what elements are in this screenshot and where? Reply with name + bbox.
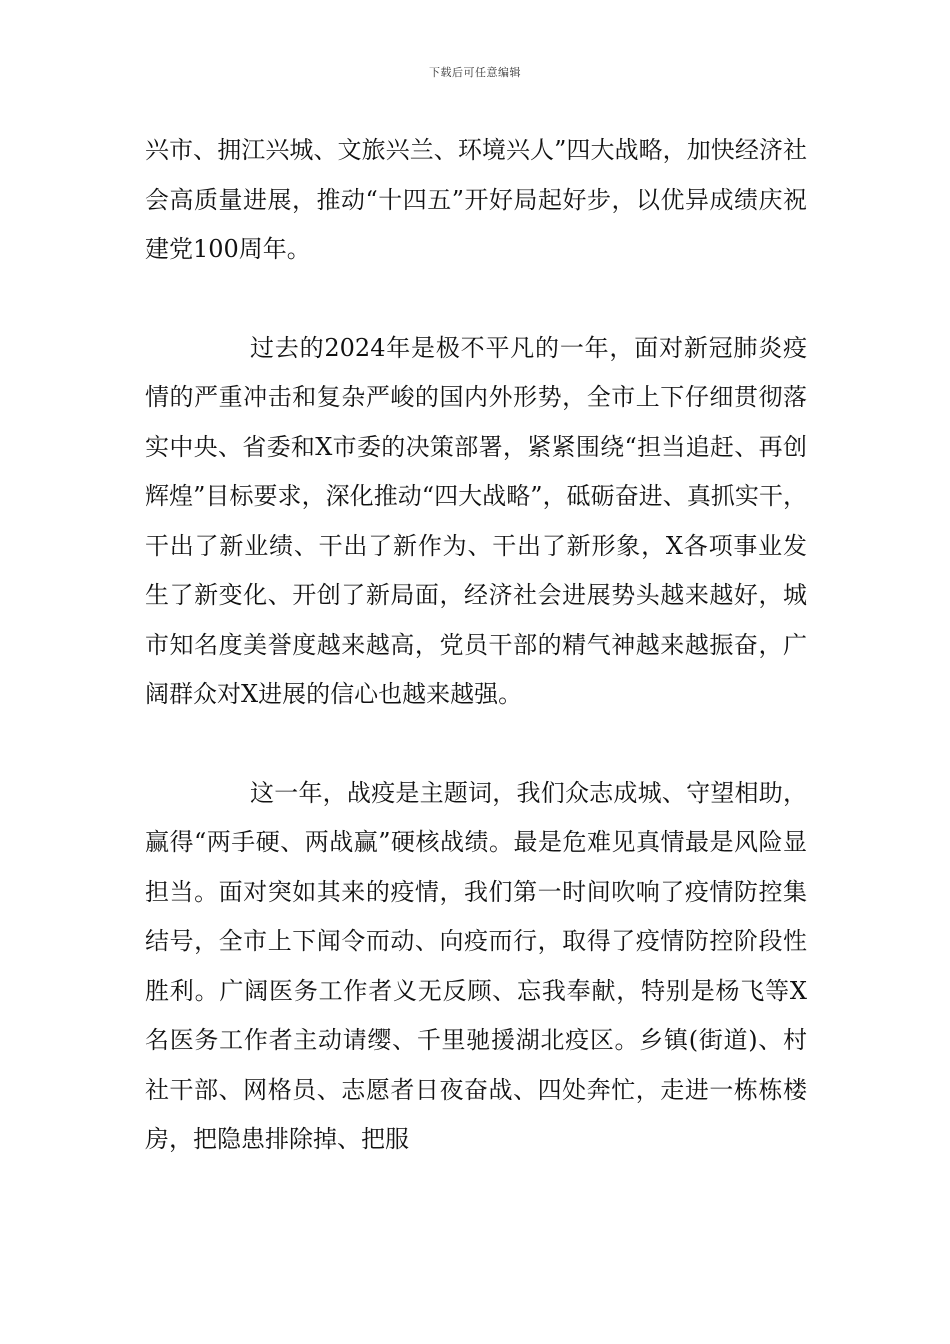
page-header-note: 下载后可任意编辑 xyxy=(429,66,521,79)
paragraph-epidemic-fight: 这一年，战疫是主题词，我们众志成城、守望相助，赢得“两手硬、两战赢”硬核战绩。最是危难见真情最是风险显担当。面对突如其来的疫情，我们第一时间吹响了疫情防控集结号，全市上下闻令而动、向疫而行，取得了疫情防控阶段性胜利。广阔医务工作者义无反顾、忘我奉献，特别是杨飞等X名医务工作者主动请缨、千里驰援湖北疫区。乡镇(街道)、村社干部、网格员、志愿者日夜奋战、四处奔忙，走进一栋栋楼房，把隐患排除掉、把服 xyxy=(145,778,807,1153)
document-body xyxy=(145,126,807,1165)
paragraph-past-year: 过去的2024年是极不平凡的一年，面对新冠肺炎疫情的严重冲击和复杂严峻的国内外形势，全市上下仔细贯彻落实中央、省委和X市委的决策部署，紧紧围绕“担当追赶、再创辉煌”目标要求，深化推动“四大战略”，砥砺奋进、真抓实干，干出了新业绩、干出了新作为、干出了新形象，X各项事业发生了新变化、开创了新局面，经济社会进展势头越来越好，城市知名度美誉度越来越高，党员干部的精气神越来越振奋，广阔群众对X进展的信心也越来越强。 xyxy=(145,333,807,708)
paragraph-continuation: 兴市、拥江兴城、文旅兴兰、环境兴人”四大战略，加快经济社会高质量进展，推动“十四五”开好局起好步，以优异成绩庆祝建党100周年。 xyxy=(145,136,807,263)
paragraph-spacer xyxy=(145,720,807,769)
paragraph-spacer xyxy=(145,275,807,324)
